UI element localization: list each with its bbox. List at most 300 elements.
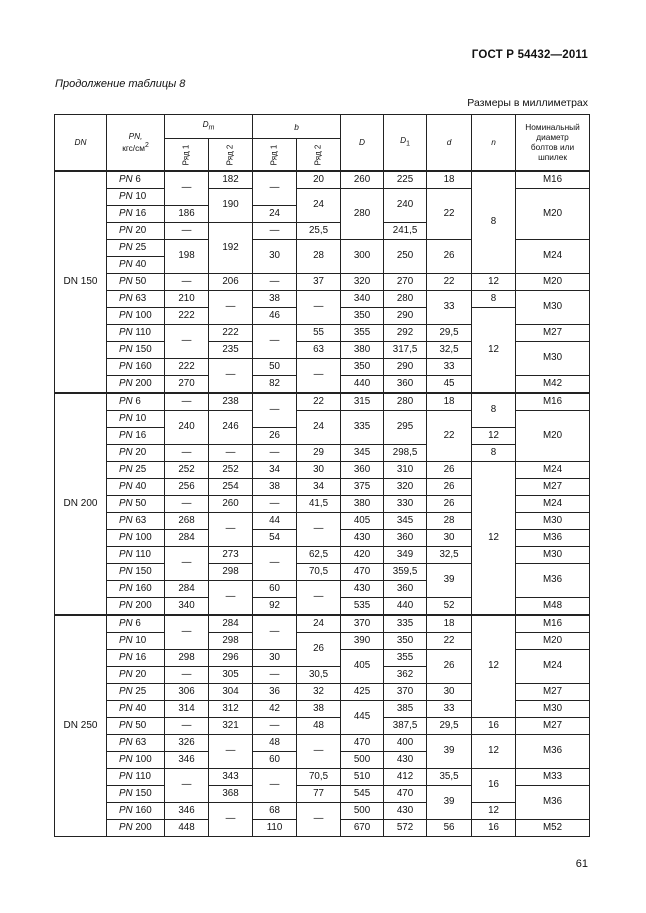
table-cell: 298,5 bbox=[384, 444, 427, 461]
table-cell: — bbox=[165, 495, 209, 512]
table-cell: 370 bbox=[341, 615, 384, 633]
table-cell: 39 bbox=[427, 734, 472, 768]
table-cell: 280 bbox=[384, 393, 427, 411]
table-cell: 30 bbox=[427, 529, 472, 546]
table-cell: 320 bbox=[384, 478, 427, 495]
table-cell: 252 bbox=[209, 461, 253, 478]
table-cell: 359,5 bbox=[384, 563, 427, 580]
table-cell: 222 bbox=[165, 358, 209, 375]
col-pn: PN, кгс/$см^2$ bbox=[107, 115, 165, 171]
table-cell: 222 bbox=[209, 324, 253, 341]
pn-cell: PN 63 bbox=[107, 512, 165, 529]
table-cell: M16 bbox=[516, 393, 590, 411]
col-D: D bbox=[341, 115, 384, 171]
table-cell: M16 bbox=[516, 171, 590, 189]
table-cell: 380 bbox=[341, 495, 384, 512]
table-row bbox=[55, 273, 590, 290]
table-cell: — bbox=[253, 768, 297, 802]
table-cell: 387,5 bbox=[384, 717, 427, 734]
table-cell: 317,5 bbox=[384, 341, 427, 358]
table-cell: 390 bbox=[341, 632, 384, 649]
table-cell: 26 bbox=[297, 632, 341, 666]
table-cell: — bbox=[209, 802, 253, 836]
pn-cell: PN 40 bbox=[107, 478, 165, 495]
table-cell: 24 bbox=[297, 615, 341, 633]
table-cell: 360 bbox=[384, 529, 427, 546]
table-cell: — bbox=[165, 666, 209, 683]
table-cell: 420 bbox=[341, 546, 384, 563]
table-cell: 33 bbox=[427, 700, 472, 717]
table-cell: 26 bbox=[427, 649, 472, 683]
pn-cell: PN 6 bbox=[107, 615, 165, 633]
table-cell: 22 bbox=[427, 632, 472, 649]
table-cell: — bbox=[209, 358, 253, 393]
table-cell: 240 bbox=[165, 410, 209, 444]
table-cell: 355 bbox=[341, 324, 384, 341]
table-cell: 298 bbox=[209, 563, 253, 580]
table-cell: 70,5 bbox=[297, 768, 341, 785]
pn-cell: PN 20 bbox=[107, 666, 165, 683]
table-cell: M30 bbox=[516, 546, 590, 563]
table-cell: 225 bbox=[384, 171, 427, 189]
table-cell: 8 bbox=[472, 444, 516, 461]
table-cell: 300 bbox=[341, 239, 384, 273]
col-D1: $D_1$ bbox=[384, 115, 427, 171]
table-cell: 440 bbox=[384, 597, 427, 615]
dn-cell: DN 250 bbox=[55, 615, 107, 837]
table-cell: 41,5 bbox=[297, 495, 341, 512]
pn-cell: PN 50 bbox=[107, 717, 165, 734]
col-b: b bbox=[253, 115, 341, 139]
flange-dimensions-table bbox=[54, 114, 590, 837]
table-cell: M27 bbox=[516, 717, 590, 734]
table-cell: 340 bbox=[341, 290, 384, 307]
table-cell: 360 bbox=[384, 375, 427, 393]
pn-cell: PN 100 bbox=[107, 529, 165, 546]
table-cell: 238 bbox=[209, 393, 253, 411]
table-cell: 56 bbox=[427, 819, 472, 836]
table-cell: 430 bbox=[384, 751, 427, 768]
dn-cell: DN 200 bbox=[55, 393, 107, 615]
pn-cell: PN 160 bbox=[107, 358, 165, 375]
table-cell: 30 bbox=[297, 461, 341, 478]
table-cell: 8 bbox=[472, 290, 516, 307]
pn-cell: PN 16 bbox=[107, 649, 165, 666]
table-cell: 545 bbox=[341, 785, 384, 802]
table-cell: 39 bbox=[427, 785, 472, 819]
table-cell: 343 bbox=[209, 768, 253, 785]
table-cell: 8 bbox=[472, 171, 516, 274]
col-nominal-bolt: Номинальный диаметр болтов или шпилек bbox=[516, 115, 590, 171]
pn-cell: PN 200 bbox=[107, 597, 165, 615]
pn-cell: PN 25 bbox=[107, 461, 165, 478]
table-cell: M36 bbox=[516, 785, 590, 819]
table-cell: — bbox=[165, 222, 209, 239]
table-cell: 535 bbox=[341, 597, 384, 615]
pn-cell: PN 25 bbox=[107, 239, 165, 256]
table-cell: — bbox=[253, 273, 297, 290]
table-cell: — bbox=[297, 734, 341, 768]
table-cell: 33 bbox=[427, 358, 472, 375]
table-cell: 470 bbox=[384, 785, 427, 802]
table-cell: 45 bbox=[427, 375, 472, 393]
col-b-row1: Ряд 1 bbox=[253, 139, 297, 171]
table-cell: 260 bbox=[341, 171, 384, 189]
table-cell: 16 bbox=[472, 819, 516, 836]
table-cell: 273 bbox=[209, 546, 253, 563]
table-cell: M48 bbox=[516, 597, 590, 615]
table-cell: 28 bbox=[297, 239, 341, 273]
pn-cell: PN 150 bbox=[107, 563, 165, 580]
table-cell: 346 bbox=[165, 802, 209, 819]
col-dm-row1: Ряд 1 bbox=[165, 139, 209, 171]
table-cell: — bbox=[253, 666, 297, 683]
table-cell: 50 bbox=[253, 358, 297, 375]
table-cell: 32 bbox=[297, 683, 341, 700]
table-cell: 572 bbox=[384, 819, 427, 836]
table-cell: 256 bbox=[165, 478, 209, 495]
table-cell: 240 bbox=[384, 188, 427, 222]
table-cell: — bbox=[165, 393, 209, 411]
table-cell: 24 bbox=[297, 188, 341, 222]
col-dm-row2: Ряд 2 bbox=[209, 139, 253, 171]
pn-cell: PN 40 bbox=[107, 700, 165, 717]
table-cell: 355 bbox=[384, 649, 427, 666]
table-cell: 400 bbox=[384, 734, 427, 751]
table-cell: 335 bbox=[384, 615, 427, 633]
table-cell: 12 bbox=[472, 734, 516, 768]
table-cell: 346 bbox=[165, 751, 209, 768]
table-cell: 298 bbox=[209, 632, 253, 649]
table-row bbox=[55, 393, 590, 411]
table-cell: — bbox=[165, 444, 209, 461]
pn-cell: PN 10 bbox=[107, 188, 165, 205]
table-cell: M36 bbox=[516, 563, 590, 597]
table-cell: 18 bbox=[427, 615, 472, 633]
table-cell: 182 bbox=[209, 171, 253, 189]
table-cell: 349 bbox=[384, 546, 427, 563]
table-cell: — bbox=[165, 768, 209, 802]
table-cell: 280 bbox=[341, 188, 384, 239]
table-cell: 30 bbox=[253, 239, 297, 273]
table-cell: 68 bbox=[253, 802, 297, 819]
table-cell: 38 bbox=[253, 478, 297, 495]
table-cell: 77 bbox=[297, 785, 341, 802]
table-cell: 370 bbox=[384, 683, 427, 700]
pn-cell: PN 100 bbox=[107, 751, 165, 768]
pn-cell: PN 20 bbox=[107, 222, 165, 239]
table-cell: 320 bbox=[341, 273, 384, 290]
table-cell: 310 bbox=[384, 461, 427, 478]
table-cell: 37 bbox=[297, 273, 341, 290]
table-cell: — bbox=[165, 171, 209, 206]
table-cell: 470 bbox=[341, 563, 384, 580]
table-row bbox=[55, 615, 590, 633]
table-cell: 405 bbox=[341, 512, 384, 529]
table-cell: 32,5 bbox=[427, 341, 472, 358]
table-cell: 246 bbox=[209, 410, 253, 444]
table-cell: M24 bbox=[516, 239, 590, 273]
table-row bbox=[55, 461, 590, 478]
table-cell: M30 bbox=[516, 700, 590, 717]
table-cell: 12 bbox=[472, 461, 516, 615]
table-cell: 298 bbox=[165, 649, 209, 666]
pn-cell: PN 110 bbox=[107, 768, 165, 785]
table-cell: 8 bbox=[472, 393, 516, 428]
table-cell: — bbox=[165, 615, 209, 650]
table-cell: M27 bbox=[516, 683, 590, 700]
table-cell: 305 bbox=[209, 666, 253, 683]
table-cell: M20 bbox=[516, 632, 590, 649]
page-number: 61 bbox=[575, 858, 588, 870]
table-cell: 268 bbox=[165, 512, 209, 529]
table-cell: 29 bbox=[297, 444, 341, 461]
table-cell: 315 bbox=[341, 393, 384, 411]
table-cell: 63 bbox=[297, 341, 341, 358]
table-cell: 55 bbox=[297, 324, 341, 341]
table-cell: 254 bbox=[209, 478, 253, 495]
table-cell: M30 bbox=[516, 290, 590, 324]
table-cell: — bbox=[297, 580, 341, 615]
table-cell: 29,5 bbox=[427, 324, 472, 341]
table-cell: 296 bbox=[209, 649, 253, 666]
table-row bbox=[55, 768, 590, 785]
table-cell: 448 bbox=[165, 819, 209, 836]
table-cell: 24 bbox=[253, 205, 297, 222]
table-row bbox=[55, 171, 590, 189]
standard-code: ГОСТ Р 54432—2011 bbox=[471, 49, 588, 61]
table-cell: 16 bbox=[472, 717, 516, 734]
pn-cell: PN 63 bbox=[107, 734, 165, 751]
table-cell: 62,5 bbox=[297, 546, 341, 563]
table-cell: 425 bbox=[341, 683, 384, 700]
col-b-row2: Ряд 2 bbox=[297, 139, 341, 171]
table-cell: 210 bbox=[165, 290, 209, 307]
pn-cell: PN 16 bbox=[107, 427, 165, 444]
table-cell: 270 bbox=[384, 273, 427, 290]
table-cell: — bbox=[209, 734, 253, 768]
table-row bbox=[55, 717, 590, 734]
table-cell: 330 bbox=[384, 495, 427, 512]
table-cell: 250 bbox=[384, 239, 427, 273]
table-cell: 12 bbox=[472, 615, 516, 718]
table-cell: — bbox=[297, 358, 341, 393]
table-cell: 368 bbox=[209, 785, 253, 802]
table-cell: — bbox=[253, 324, 297, 358]
table-cell: 39 bbox=[427, 563, 472, 597]
table-cell: 375 bbox=[341, 478, 384, 495]
table-cell: — bbox=[253, 495, 297, 512]
table-cell: 345 bbox=[384, 512, 427, 529]
table-cell: 362 bbox=[384, 666, 427, 683]
table-cell: 290 bbox=[384, 358, 427, 375]
table-cell: M16 bbox=[516, 615, 590, 633]
table-cell: 26 bbox=[427, 461, 472, 478]
table-cell: M30 bbox=[516, 512, 590, 529]
table-continuation-caption: Продолжение таблицы 8 bbox=[55, 78, 186, 90]
table-cell: 321 bbox=[209, 717, 253, 734]
table-cell: 470 bbox=[341, 734, 384, 751]
table-cell: 22 bbox=[297, 393, 341, 411]
table-cell: 385 bbox=[384, 700, 427, 717]
pn-cell: PN 10 bbox=[107, 632, 165, 649]
table-cell: — bbox=[165, 324, 209, 358]
table-cell: 235 bbox=[209, 341, 253, 358]
table-cell: 29,5 bbox=[427, 717, 472, 734]
table-cell: M36 bbox=[516, 529, 590, 546]
table-cell: 24 bbox=[297, 410, 341, 444]
table-cell: 314 bbox=[165, 700, 209, 717]
table-cell: 345 bbox=[341, 444, 384, 461]
pn-cell: PN 40 bbox=[107, 256, 165, 273]
table-row bbox=[55, 290, 590, 307]
table-cell: — bbox=[165, 717, 209, 734]
table-cell: 510 bbox=[341, 768, 384, 785]
table-cell: 18 bbox=[427, 171, 472, 189]
table-cell: 12 bbox=[472, 273, 516, 290]
table-cell: — bbox=[209, 512, 253, 546]
table-cell: 412 bbox=[384, 768, 427, 785]
table-cell: 284 bbox=[165, 529, 209, 546]
table-cell: 260 bbox=[209, 495, 253, 512]
table-row bbox=[55, 802, 590, 819]
table-cell: 350 bbox=[341, 358, 384, 375]
table-cell: 20 bbox=[297, 171, 341, 189]
table-cell: 12 bbox=[472, 802, 516, 819]
table-cell: M20 bbox=[516, 410, 590, 461]
table-cell: 186 bbox=[165, 205, 209, 222]
col-n: n bbox=[472, 115, 516, 171]
table-cell: 500 bbox=[341, 751, 384, 768]
pn-cell: PN 6 bbox=[107, 171, 165, 189]
table-cell: 110 bbox=[253, 819, 297, 836]
table-cell: 34 bbox=[297, 478, 341, 495]
table-cell: 38 bbox=[297, 700, 341, 717]
table-cell: M24 bbox=[516, 649, 590, 683]
table-cell: M36 bbox=[516, 734, 590, 768]
table-cell: 18 bbox=[427, 393, 472, 411]
table-cell: 30,5 bbox=[297, 666, 341, 683]
table-cell: 252 bbox=[165, 461, 209, 478]
table-cell: 440 bbox=[341, 375, 384, 393]
table-cell: 25,5 bbox=[297, 222, 341, 239]
col-dn: DN bbox=[55, 115, 107, 171]
pn-cell: PN 50 bbox=[107, 495, 165, 512]
table-cell: 48 bbox=[253, 734, 297, 751]
table-cell: 284 bbox=[165, 580, 209, 597]
pn-cell: PN 10 bbox=[107, 410, 165, 427]
col-d: d bbox=[427, 115, 472, 171]
table-cell: — bbox=[253, 615, 297, 650]
pn-cell: PN 110 bbox=[107, 546, 165, 563]
table-cell: 380 bbox=[341, 341, 384, 358]
table-cell: 405 bbox=[341, 649, 384, 683]
table-cell: 22 bbox=[427, 273, 472, 290]
pn-cell: PN 150 bbox=[107, 785, 165, 802]
table-cell: M30 bbox=[516, 341, 590, 375]
table-cell: 60 bbox=[253, 751, 297, 768]
table-cell: 22 bbox=[427, 188, 472, 239]
table-cell: 280 bbox=[384, 290, 427, 307]
table-row bbox=[55, 444, 590, 461]
table-cell: M20 bbox=[516, 273, 590, 290]
table-cell: 48 bbox=[297, 717, 341, 734]
table-cell: 22 bbox=[427, 410, 472, 461]
table-cell: 30 bbox=[253, 649, 297, 666]
table-cell: M52 bbox=[516, 819, 590, 836]
table-cell: 32,5 bbox=[427, 546, 472, 563]
table-cell: 206 bbox=[209, 273, 253, 290]
table-cell: 190 bbox=[209, 188, 253, 222]
pn-cell: PN 200 bbox=[107, 375, 165, 393]
table-cell: — bbox=[253, 717, 297, 734]
pn-cell: PN 16 bbox=[107, 205, 165, 222]
pn-cell: PN 110 bbox=[107, 324, 165, 341]
table-cell: 34 bbox=[253, 461, 297, 478]
table-cell: 60 bbox=[253, 580, 297, 597]
table-cell: 192 bbox=[209, 222, 253, 273]
table-cell: 222 bbox=[165, 307, 209, 324]
table-cell: 326 bbox=[165, 734, 209, 751]
table-cell: 350 bbox=[341, 307, 384, 324]
table-cell: — bbox=[297, 512, 341, 546]
table-cell: 360 bbox=[341, 461, 384, 478]
table-cell: 52 bbox=[427, 597, 472, 615]
pn-cell: PN 160 bbox=[107, 580, 165, 597]
table-cell: M27 bbox=[516, 478, 590, 495]
table-cell: 44 bbox=[253, 512, 297, 529]
table-cell: — bbox=[297, 290, 341, 324]
table-cell: 295 bbox=[384, 410, 427, 444]
table-cell: 360 bbox=[384, 580, 427, 597]
table-cell: 445 bbox=[341, 700, 384, 734]
table-cell: 42 bbox=[253, 700, 297, 717]
table-cell: 430 bbox=[341, 529, 384, 546]
table-cell: 54 bbox=[253, 529, 297, 546]
table-cell: 12 bbox=[472, 427, 516, 444]
table-cell: 304 bbox=[209, 683, 253, 700]
table-cell: 92 bbox=[253, 597, 297, 615]
table-cell: — bbox=[165, 546, 209, 580]
pn-cell: PN 100 bbox=[107, 307, 165, 324]
table-cell: — bbox=[209, 290, 253, 324]
table-row bbox=[55, 734, 590, 751]
table-cell: 26 bbox=[427, 478, 472, 495]
table-cell: 46 bbox=[253, 307, 297, 324]
table-cell: 38 bbox=[253, 290, 297, 307]
table-cell: 292 bbox=[384, 324, 427, 341]
table-cell: 16 bbox=[472, 768, 516, 802]
table-cell: 430 bbox=[384, 802, 427, 819]
pn-cell: PN 25 bbox=[107, 683, 165, 700]
pn-cell: PN 20 bbox=[107, 444, 165, 461]
table-cell: — bbox=[253, 444, 297, 461]
table-cell: 35,5 bbox=[427, 768, 472, 785]
table-cell: — bbox=[253, 546, 297, 580]
table-cell: M24 bbox=[516, 461, 590, 478]
table-cell: 70,5 bbox=[297, 563, 341, 580]
table-cell: — bbox=[209, 444, 253, 461]
table-cell: 82 bbox=[253, 375, 297, 393]
table-cell: 36 bbox=[253, 683, 297, 700]
table-cell: 12 bbox=[472, 307, 516, 393]
table-cell: 290 bbox=[384, 307, 427, 324]
table-cell: M27 bbox=[516, 324, 590, 341]
table-cell: 33 bbox=[427, 290, 472, 324]
table-cell: M20 bbox=[516, 188, 590, 239]
dn-cell: DN 150 bbox=[55, 171, 107, 393]
table-cell: 670 bbox=[341, 819, 384, 836]
